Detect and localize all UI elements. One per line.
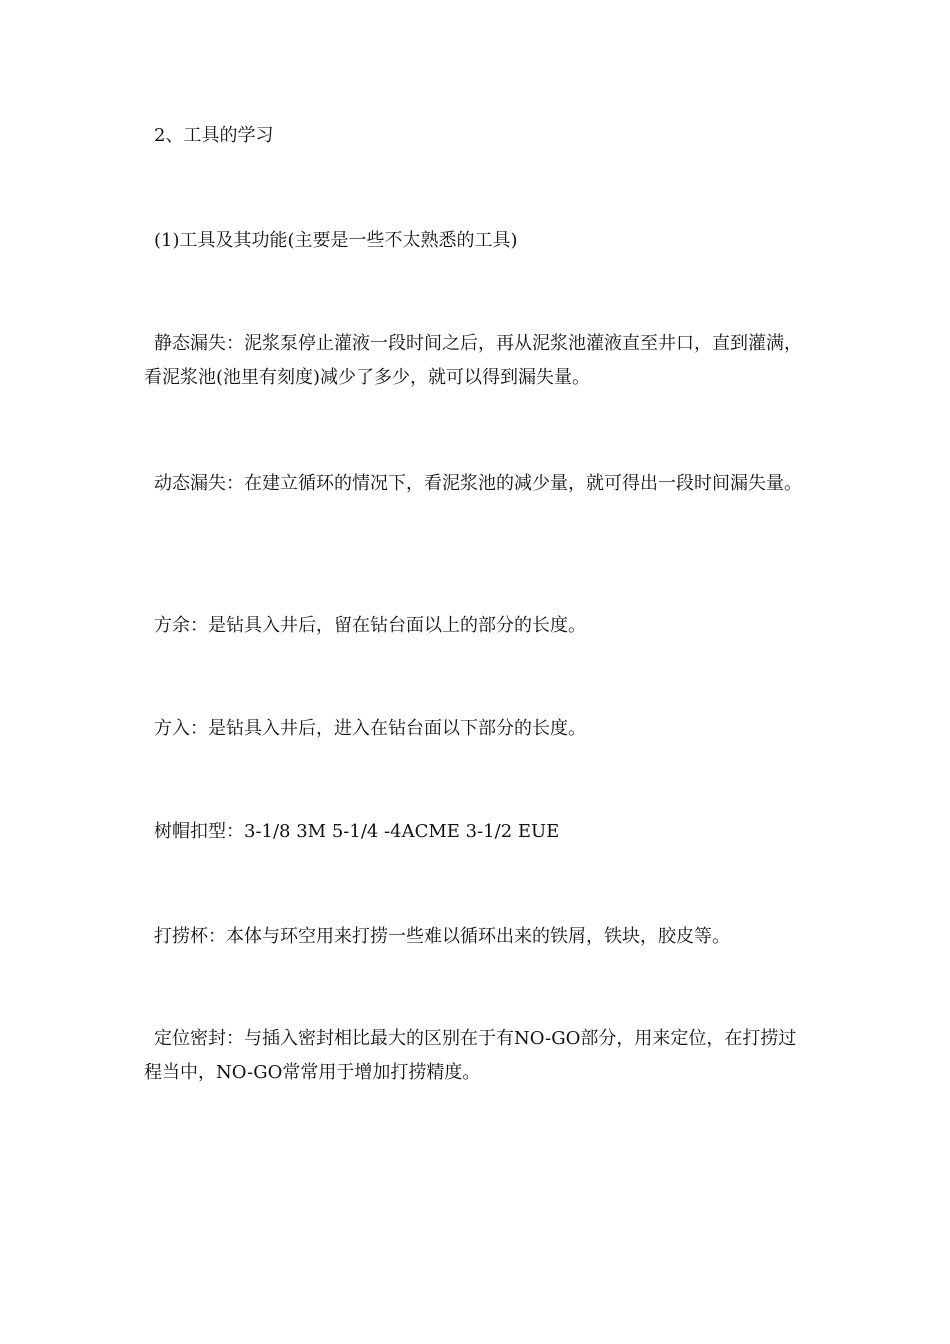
paragraph-fangru: 方入：是钻具入井后，进入在钻台面以下部分的长度。: [154, 718, 586, 739]
paragraph-junk-basket: 打捞杯：本体与环空用来打捞一些难以循环出来的铁屑，铁块，胶皮等。: [154, 926, 730, 947]
paragraph-tree-cap-thread: 树帽扣型：3-1/8 3M 5-1/4 -4ACME 3-1/2 EUE: [154, 821, 560, 842]
paragraph-locator-seal: 定位密封：与插入密封相比最大的区别在于有NO-GO部分，用来定位，在打捞过程当中，NO-GO常常用于增加打捞精度。: [144, 1028, 797, 1083]
paragraph-static-loss: 静态漏失：泥浆泵停止灌液一段时间之后，再从泥浆池灌液直至井口，直到灌满，看泥浆池(池里有刻度)减少了多少，就可以得到漏失量。: [144, 333, 802, 388]
section-heading: 2、工具的学习: [154, 125, 274, 146]
paragraph-fangyu: 方余：是钻具入井后，留在钻台面以上的部分的长度。: [154, 615, 586, 636]
subsection-heading: (1)工具及其功能(主要是一些不太熟悉的工具): [154, 230, 518, 251]
paragraph-dynamic-loss: 动态漏失：在建立循环的情况下，看泥浆池的减少量，就可得出一段时间漏失量。: [154, 473, 802, 494]
